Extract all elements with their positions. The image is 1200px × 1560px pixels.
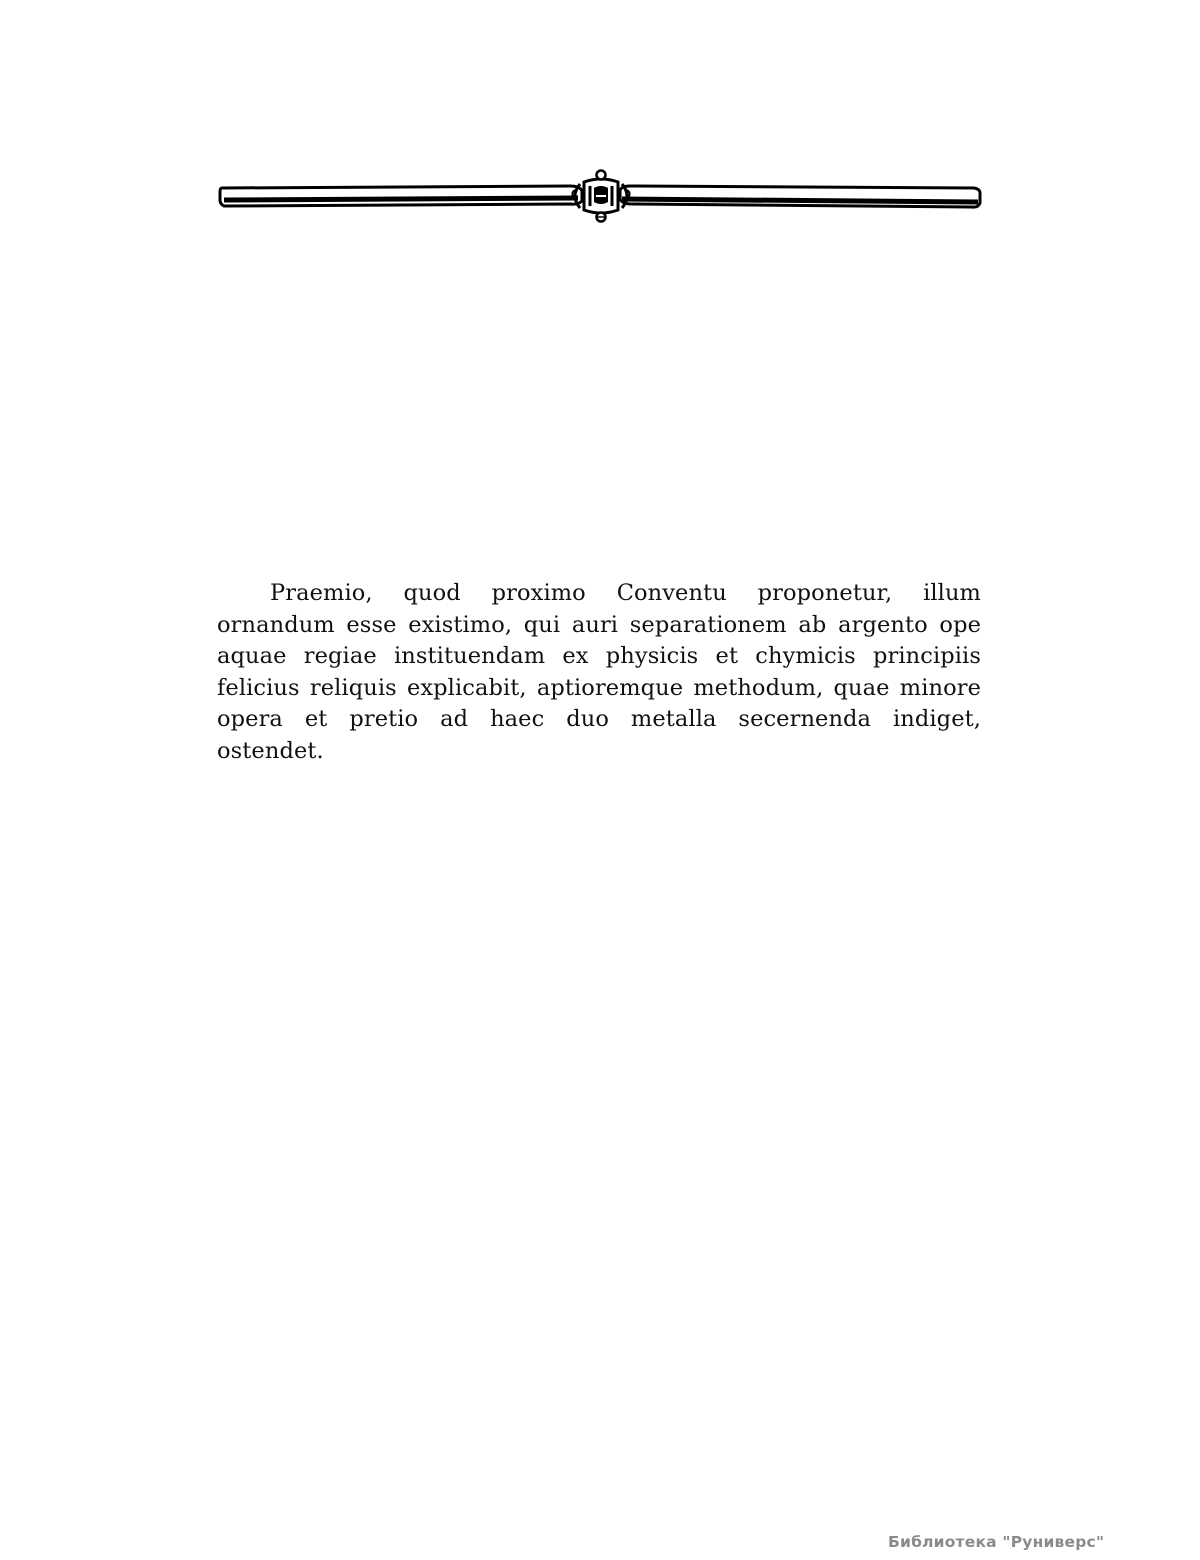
decorative-rule-ornament-icon: [218, 168, 982, 224]
body-paragraph: Praemio, quod proximo Conventu proponetur, illum ornandum esse existimo, qui auri separationem ab argento ope aquae regiae instituendam ex physicis et chymicis principiis felicius reliquis explicabit, aptioremque methodum, quae minore opera et pretio ad haec duo metalla secernenda indiget, ostendet.: [217, 580, 981, 764]
library-watermark: Библиотека "Руниверс": [888, 1533, 1105, 1551]
